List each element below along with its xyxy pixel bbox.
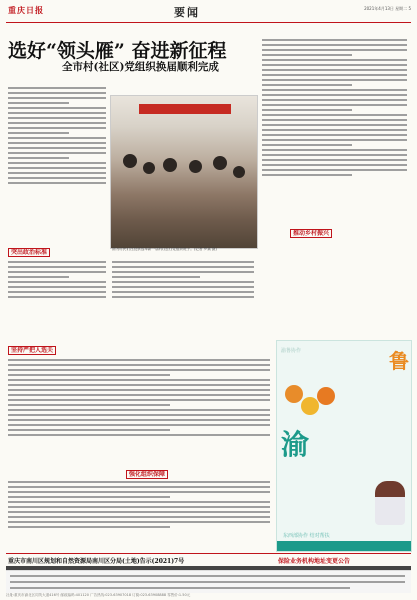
page-info: 2021年4月13日 星期二 5	[364, 6, 411, 11]
photo-figure	[213, 156, 227, 170]
photo-banner	[139, 104, 231, 114]
photo-figure	[163, 158, 177, 172]
orange-illustration	[301, 397, 319, 415]
infobox-ribbon-text: 东西部协作 结对帮扶	[283, 533, 330, 539]
infobox-char-lu: 鲁	[389, 349, 409, 373]
bottom-right-title: 保险业务机构地址变更公告	[278, 558, 351, 565]
photo-caption: 图为村民们在投票选举新一届村(社区)党组织班子。(记者 罗斌 摄)	[112, 247, 217, 251]
infobox-char-yu: 渝	[281, 428, 310, 461]
middle-column	[112, 258, 254, 338]
subtitle-text-mid: 坚持严把人选关	[8, 346, 56, 355]
infobox	[276, 340, 412, 552]
section-title: 要闻	[174, 6, 200, 19]
right-column	[262, 36, 407, 306]
bottom-ad	[6, 570, 411, 593]
newspaper-logo: 重庆日报	[8, 5, 44, 15]
subtitle-text-left: 突出政治标准	[8, 248, 50, 257]
subtitle-text-right-1: 推动乡村振兴	[290, 229, 332, 238]
bottom-columns	[8, 478, 270, 552]
orange-illustration	[285, 385, 303, 403]
main-subhead: 全市村(社区)党组织换届顺利完成	[62, 61, 219, 73]
bottom-notice-title: 重庆市南川区规划和自然资源局南川区分局(土地)告示(2021)7号	[8, 558, 185, 565]
lead-column	[8, 84, 106, 254]
bottom-rule	[6, 553, 411, 554]
subtitle-right-1	[290, 228, 332, 237]
top-rule	[6, 22, 411, 23]
orange-illustration	[317, 387, 335, 405]
left-column-2	[8, 258, 106, 338]
infobox-ribbon	[277, 541, 411, 551]
photo-figure	[189, 160, 202, 173]
infobox-title: 渝鲁协作	[281, 348, 302, 354]
footer: 社址:重庆市渝北区同茂大道416号 邮政编码:401120 广告热线:023-63907018 订阅:023-63908888 零售价:1.50元	[6, 593, 191, 597]
main-headline: 选好“领头雁” 奋进新征程	[8, 40, 227, 62]
subtitle-text-lower: 强化组织保障	[126, 470, 168, 479]
lower-columns	[8, 356, 270, 468]
photo-figure	[233, 166, 245, 178]
photo-figure	[143, 162, 155, 174]
news-photo	[110, 95, 258, 249]
subtitle-left	[8, 247, 50, 256]
photo-figure	[123, 154, 137, 168]
subtitle-lower	[126, 469, 168, 478]
subtitle-mid	[8, 345, 56, 354]
masthead	[6, 4, 411, 20]
person-illustration	[375, 481, 405, 525]
